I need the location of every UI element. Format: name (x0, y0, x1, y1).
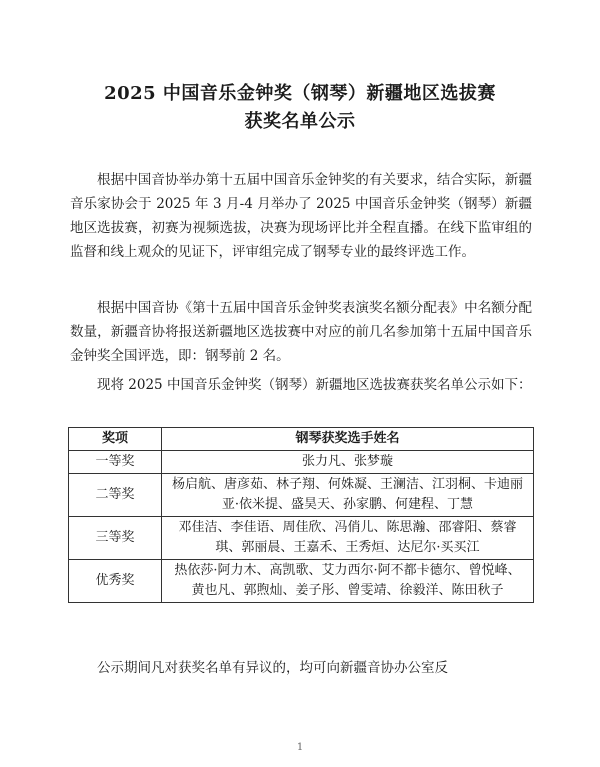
award-names: 杨启航、唐彦茹、林子翔、何姝凝、王澜洁、江羽桐、卡迪丽亚·依米提、盛昊天、孙家鹏、何建程、丁慧 (162, 474, 534, 517)
paragraph-intro: 根据中国音协举办第十五届中国音乐金钟奖的有关要求，结合实际，新疆音乐家协会于 2025 年 3 月-4 月举办了 2025 中国音乐金钟奖（钢琴）新疆地区选拔赛，初赛为视频选拔，决赛为现场评比并全程直播。在线下监审组的监督和线上观众的见证下，评审组完成了钢琴专业的最终评选工作。 (70, 172, 532, 260)
award-level: 二等奖 (69, 474, 162, 517)
table-row (69, 517, 534, 560)
table-row (69, 560, 534, 603)
document-title-line1: 2025 中国音乐金钟奖（钢琴）新疆地区选拔赛 (104, 83, 496, 104)
paragraph-quota: 根据中国音协《第十五届中国音乐金钟奖表演奖名额分配表》中名额分配数量，新疆音协将报送新疆地区选拔赛中对应的前几名参加第十五届中国音乐金钟奖全国评选，即：钢琴前 2 名。 (70, 300, 532, 364)
award-names: 热依莎·阿力木、高凯歌、艾力西尔·阿不都卡德尔、曾悦峰、黄也凡、郭煦灿、姜子彤、曾雯靖、徐毅洋、陈田秋子 (162, 560, 534, 603)
table-row (69, 451, 534, 474)
award-level: 一等奖 (69, 451, 162, 474)
header-names: 钢琴获奖选手姓名 (162, 428, 534, 451)
page-number: 1 (296, 742, 304, 753)
table-row (69, 474, 534, 517)
paragraph-objection: 公示期间凡对获奖名单有异议的，均可向新疆音协办公室反 (97, 660, 448, 676)
table-header-row (69, 428, 534, 451)
award-names: 邓佳洁、李佳语、周佳欣、冯俏儿、陈思瀚、邵睿阳、蔡睿琪、郭丽晨、王嘉禾、王秀烜、达尼尔·买买江 (162, 517, 534, 560)
award-level: 三等奖 (69, 517, 162, 560)
paragraph-announce: 现将 2025 中国音乐金钟奖（钢琴）新疆地区选拔赛获奖名单公示如下： (97, 377, 532, 393)
award-level: 优秀奖 (69, 560, 162, 603)
awards-table (68, 427, 534, 603)
award-names: 张力凡、张梦璇 (162, 451, 534, 474)
header-level: 奖项 (69, 428, 162, 451)
document-title-line2: 获奖名单公示 (244, 111, 356, 132)
